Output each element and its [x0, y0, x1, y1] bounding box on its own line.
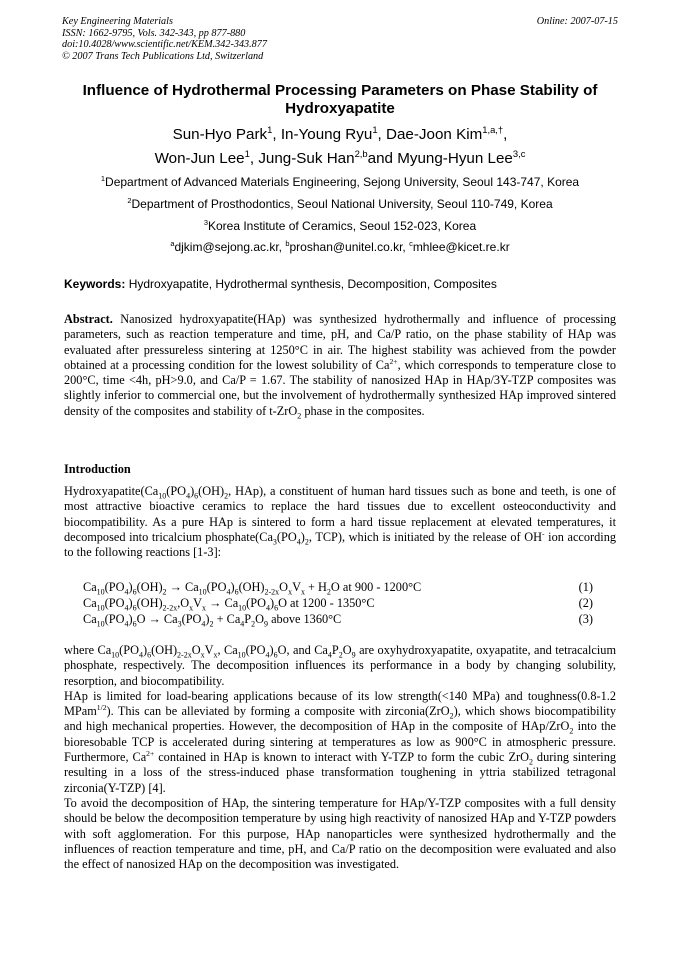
text: where Ca: [64, 643, 112, 657]
email-mark: c: [409, 239, 413, 249]
subscript: 4: [240, 619, 245, 629]
journal-name: Key Engineering Materials: [62, 16, 173, 27]
text: (OH): [151, 643, 178, 657]
doi-line: doi:10.4028/www.scientific.net/KEM.342-343.877: [62, 39, 267, 51]
subscript: 2: [304, 537, 309, 547]
subscript: 2: [251, 619, 256, 629]
author-affil-mark: 1,a,†: [482, 123, 504, 135]
superscript: 1/2: [96, 703, 107, 713]
text: ). This can be alleviated by forming a composite with zirconia(ZrO: [106, 704, 450, 719]
subscript: 2: [209, 619, 214, 629]
email-mark: b: [285, 239, 290, 249]
text: O at 1200 - 1350°C: [278, 596, 375, 610]
subscript: 2-2x: [177, 650, 192, 660]
text: P: [244, 612, 252, 626]
text: Ca: [83, 612, 97, 626]
subscript: 10: [237, 650, 246, 660]
author-affil-mark: 1: [244, 147, 250, 159]
text: ): [128, 580, 133, 594]
subscript: 4: [327, 650, 332, 660]
affil-text: Department of Advanced Materials Engineering, Sejong University, Seoul 143-747, Korea: [105, 175, 580, 189]
equation-3: [83, 611, 593, 627]
text: (PO: [166, 484, 187, 498]
text: Ca: [83, 596, 97, 610]
text: ): [142, 643, 148, 657]
text: ), which shows biocompatibility and high mechanical properties. However, the decomposition of HAp in the composite of HAp/ZrO: [64, 704, 616, 734]
text: V: [204, 643, 214, 657]
text: (PO: [181, 612, 202, 626]
subscript: 10: [96, 619, 105, 629]
superscript: -: [542, 528, 545, 538]
affil-number: 3: [203, 217, 208, 227]
text: (PO: [104, 580, 125, 594]
subscript: 4: [201, 619, 206, 629]
keywords-text: Hydroxyapatite, Hydrothermal synthesis, Decomposition, Composites: [128, 277, 497, 291]
subscript: x: [213, 650, 218, 660]
text: V: [193, 596, 203, 610]
text: ): [269, 596, 275, 610]
text: HAp is limited for load-bearing applications because of its low strength(<140 MPa) and toughness(0.8-1.2 MPam: [64, 688, 616, 719]
subscript: 4: [138, 650, 143, 660]
body-paragraph: [64, 643, 616, 872]
equation-2: [83, 595, 593, 611]
text: into the bioresobable TCP is accelerated during sintering at temperatures as low as 900°C in atmospheric pressure. Furthermore, Ca: [64, 719, 616, 765]
superscript: 2+: [389, 356, 398, 366]
email-link[interactable]: proshan@unitel.co.kr,: [289, 240, 406, 255]
text: (OH): [198, 484, 225, 498]
subscript: 6: [194, 491, 199, 501]
subscript: 9: [351, 650, 356, 660]
author-affil-mark: 1: [372, 123, 378, 135]
subscript: x: [300, 587, 305, 597]
text: (OH): [136, 596, 163, 610]
subscript: 2: [569, 726, 574, 736]
affil-text: Department of Prosthodontics, Seoul National University, Seoul 110-749, Korea: [131, 196, 553, 211]
text: , Ca: [217, 643, 238, 657]
text: ): [128, 612, 133, 626]
abstract: [64, 312, 616, 419]
text: ): [230, 580, 235, 594]
subscript: 6: [234, 587, 239, 597]
text: are oxyhydroxyapatite, oxyapatite, and tetracalcium phosphate, respectively. The decomposition influences its performance in a body by changing solubility, resorption, and biocompatibility.: [64, 643, 617, 688]
subscript: 3: [272, 537, 277, 547]
subscript: 6: [132, 603, 137, 613]
author-affil-mark: 1: [267, 123, 273, 135]
subscript: 2: [449, 711, 454, 721]
running-header: [62, 16, 618, 62]
text: ): [269, 643, 274, 657]
text: Hydroxyapatite(Ca: [64, 484, 159, 498]
subscript: 6: [147, 650, 152, 660]
text: V: [292, 580, 301, 594]
affiliation-2: [62, 194, 618, 216]
subscript: 4: [265, 603, 270, 613]
subscript: 2: [326, 587, 331, 597]
subscript: 2-2x: [162, 603, 178, 613]
text: To avoid the decomposition of HAp, the sintering temperature for HAp/Y-TZP composites with a full density should be below the decomposition temperature by using high reactivity of nanosized HAp and Y-TZP powders with soft agglomeration. For this purpose, HAp nanoparticles were synthesized hydrothermally and the influences of reaction temperature and time, pH, and Ca/P ratio on the decomposition were evaluated and also the effect of nanosized HAp on the decomposition was investigated.: [64, 795, 616, 872]
subscript: 4: [265, 650, 270, 660]
email-mark: a: [170, 239, 175, 249]
abstract-label: Abstract.: [64, 312, 113, 326]
subscript: 10: [111, 650, 120, 660]
text: ): [128, 596, 133, 610]
text: above 1360°C: [268, 612, 342, 626]
text: , TCP), which is initiated by the release of OH: [308, 529, 543, 544]
text: (PO: [276, 529, 297, 544]
equation-number: (1): [578, 580, 593, 594]
subscript: 6: [274, 603, 279, 613]
keywords-label: Keywords:: [64, 277, 126, 291]
subscript: 6: [273, 650, 278, 660]
subscript: 4: [124, 619, 129, 629]
author: Won-Jun Lee: [154, 150, 245, 167]
affiliation-1: [62, 172, 618, 194]
author: Dae-Joon Kim: [386, 126, 483, 143]
text: (PO: [206, 580, 227, 594]
superscript: 2+: [146, 748, 155, 758]
author-affil-mark: 3,c: [512, 147, 526, 159]
affiliation-3: [62, 216, 618, 238]
subscript: 2: [224, 491, 229, 501]
affiliations: [62, 172, 618, 259]
affil-number: 1: [100, 174, 106, 183]
subscript: 10: [96, 603, 105, 613]
subscript: x: [202, 603, 207, 613]
text: ,O: [177, 596, 190, 610]
subscript: 10: [198, 587, 207, 597]
equation-number: (3): [578, 612, 593, 626]
subscript: 6: [132, 619, 137, 629]
subscript: 2: [162, 587, 167, 597]
subscript: 2: [297, 411, 302, 421]
subscript: 2: [528, 757, 533, 767]
text: O, and Ca: [277, 643, 328, 657]
abstract-text: , which corresponds to temperature close to 200°C, time <4h, pH>9.0, and Ca/P = 1.67. The stability of nanosized HAp in HAp/3Y-TZP composites was slightly inferior to commercial one, but the involvement of hydrothermally synthesized HAp improved sintered density of the composites and stability of t-ZrO: [64, 357, 616, 418]
intro-paragraph: [64, 484, 616, 560]
text: → Ca: [166, 580, 199, 594]
online-date: Online: 2007-07-15: [536, 16, 618, 27]
text: O: [255, 612, 265, 626]
text: Ca: [83, 580, 97, 594]
author: In-Young Ryu: [280, 126, 373, 143]
text: O: [342, 643, 352, 657]
email-line: [62, 237, 618, 259]
text: ): [300, 529, 305, 544]
equation-number: (2): [578, 596, 593, 610]
copyright-line: © 2007 Trans Tech Publications Ltd, Switzerland: [62, 50, 264, 62]
equation-1: [83, 579, 593, 595]
text: ): [190, 484, 195, 498]
text: → Ca: [206, 596, 239, 610]
subscript: x: [189, 603, 194, 613]
text: (PO: [104, 596, 125, 610]
subscript: 6: [132, 587, 137, 597]
subscript: 4: [296, 537, 301, 547]
text: + Ca: [213, 612, 241, 626]
text: (PO: [245, 643, 266, 657]
text: + H: [304, 580, 327, 594]
issn-line: ISSN: 1662-9795, Vols. 342-343, pp 877-880: [62, 27, 246, 39]
text: (PO: [246, 596, 266, 610]
text: contained in HAp is known to interact with Y-TZP to form the cubic ZrO: [154, 750, 529, 765]
email-link[interactable]: djkim@sejong.ac.kr,: [174, 240, 283, 255]
author: Sun-Hyo Park: [172, 126, 268, 143]
subscript: 10: [158, 491, 167, 501]
subscript: 4: [186, 491, 191, 501]
text: ion according to the following reactions [1-3]:: [64, 529, 616, 560]
text: ): [205, 612, 210, 626]
email-link[interactable]: mhlee@kicet.re.kr: [412, 240, 510, 255]
affil-number: 2: [127, 195, 132, 205]
author: Myung-Hyun Lee: [397, 150, 513, 167]
subscript: 4: [124, 587, 129, 597]
text: (PO: [119, 643, 139, 657]
section-heading-introduction: Introduction: [64, 462, 131, 476]
keywords: [64, 277, 616, 292]
subscript: x: [200, 650, 205, 660]
text: P: [331, 643, 339, 657]
author: Jung-Suk Han: [258, 150, 355, 167]
paper-title: Influence of Hydrothermal Processing Parameters on Phase Stability of Hydroxyapatite: [82, 82, 598, 117]
text: (OH): [136, 580, 163, 594]
author-affil-mark: 2,b: [354, 147, 368, 159]
text: O → Ca: [136, 612, 178, 626]
subscript: 2-2x: [264, 587, 280, 597]
subscript: 4: [124, 603, 129, 613]
subscript: 3: [177, 619, 182, 629]
text: during sintering resulting in a loss of the stress-induced phase transformation toughening in yttria stabilized tetragonal zirconia(Y-TZP) [4].: [64, 750, 617, 795]
author-list: Sun-Hyo Park$^1$, In-Young Ryu$^1$, Dae-Joon Kim$^{1,a,\dagger}$, Won-Jun Lee$^1$, Jung-Suk Han$^{2,b}$and Myung-Hyun Lee$^{3,c}$: [154, 123, 526, 167]
subscript: 9: [264, 619, 269, 629]
text: O: [191, 643, 201, 657]
abstract-text: phase in the composites.: [301, 403, 425, 418]
abstract-text: Nanosized hydroxyapatite(HAp) was synthesized hydrothermally and influence of processing parameters, such as reaction temperature and time, pH, and Ca/P ratio, on the phase stability of HAp was evaluated after pressureless sintering at 1250°C in air. The highest stability was achieved from the powder obtained at a processing condition for the lowest solubility of Ca: [64, 312, 616, 372]
subscript: 10: [238, 603, 247, 613]
text: (OH): [238, 580, 265, 594]
text: O: [279, 580, 289, 594]
text: O at 900 - 1200°C: [330, 580, 422, 594]
text: , HAp), a constituent of human hard tissues such as bone and teeth, is one of most attractive bioactive ceramics to replace the hard tissues due to excellent osteoconductivity and biocompatibility. As a pure HAp is sintered to form a hard tissue replacement at elevated temperatures, it decomposed into tricalcium phosphate(Ca: [64, 484, 616, 544]
subscript: 4: [226, 587, 231, 597]
subscript: 10: [96, 587, 105, 597]
text: (PO: [104, 612, 125, 626]
subscript: 2: [338, 650, 343, 660]
subscript: x: [288, 587, 293, 597]
affil-text: Korea Institute of Ceramics, Seoul 152-023, Korea: [207, 218, 477, 233]
